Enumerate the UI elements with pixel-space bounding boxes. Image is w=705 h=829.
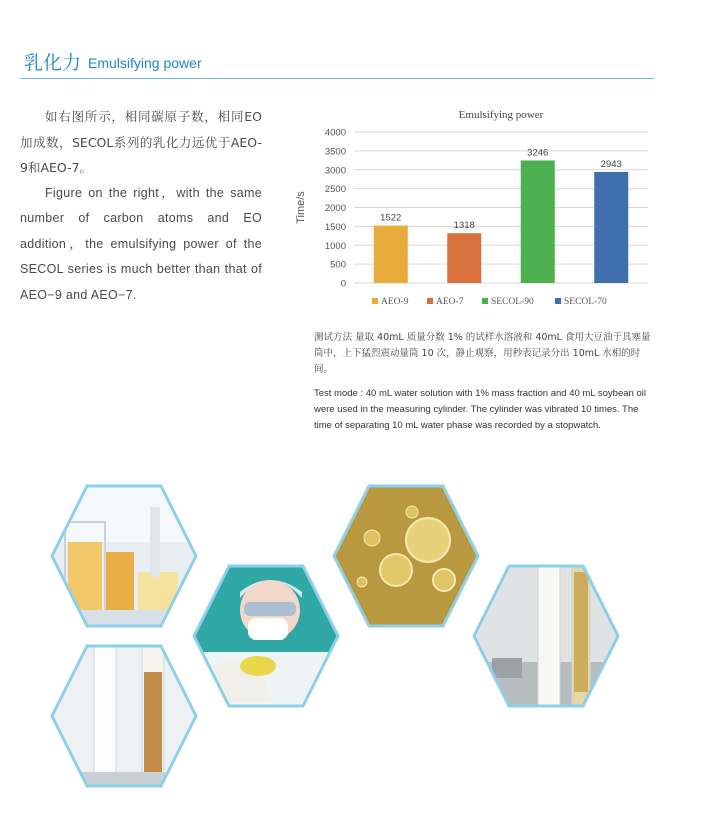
y-tick-label: 3000 — [324, 165, 346, 177]
y-tick-label: 2000 — [324, 203, 346, 214]
photo-collage — [0, 470, 705, 810]
legend-swatch — [482, 298, 488, 304]
chart-svg — [288, 104, 660, 314]
section-header — [20, 48, 654, 79]
y-tick-label: 1000 — [324, 240, 346, 252]
test-method-cn: 测试方法 量取 40mL 质量分数 1% 的试样水溶液和 40mL 食用大豆油于具塞量筒中，上下猛烈震动量筒 10 次，静止观察，用秒表记录分出 10mL 水相的时间。 — [314, 332, 651, 375]
test-method — [314, 330, 656, 442]
cylinders-photo — [50, 642, 198, 790]
y-tick-label: 1500 — [324, 221, 346, 233]
test-method-en: Test mode : 40 mL water solution with 1% mass fraction and 40 mL soybean oil were used in the measuring cylinder. The cylinder was vibrated 10 times. The time of separating 10 mL water phase was recorded by a stopwatch. — [314, 388, 646, 431]
legend-entry: AEO-9 — [381, 297, 409, 307]
legend-entry: AEO-7 — [436, 297, 464, 307]
legend-swatch — [427, 298, 433, 304]
y-tick-label: 4000 — [324, 127, 346, 139]
section-title-cn: 乳化力 — [24, 52, 82, 74]
y-tick-label: 0 — [340, 278, 346, 290]
data-label: 1318 — [453, 220, 475, 232]
bar-secol-70 — [594, 172, 628, 283]
intro-paragraph-cn: 如右图所示，相同碳原子数，相同EO加成数，SECOL系列的乳化力远优于AEO-9和AEO-7。 — [20, 109, 262, 175]
y-tick-label: 3500 — [324, 146, 346, 158]
legend-entry: SECOL-70 — [564, 297, 607, 307]
cylinder-test-photo — [472, 562, 620, 710]
bar-secol-90 — [521, 160, 555, 283]
legend-swatch — [372, 298, 378, 304]
data-label: 1522 — [380, 212, 402, 224]
oil-droplets-photo — [332, 482, 480, 630]
chart-title: Emulsifying power — [458, 109, 544, 121]
bar-aeo-7 — [447, 233, 481, 283]
y-tick-label: 500 — [330, 259, 346, 271]
scientist-photo — [192, 562, 340, 710]
intro-paragraph-en: Figure on the right，with the same number of carbon atoms and EO addition，the emulsifying power of the SECOL series is much better than that of AEO−9 and AEO−7. — [20, 185, 262, 302]
y-tick-label: 2500 — [324, 184, 346, 196]
y-axis-label: Time/s — [295, 191, 307, 224]
data-label: 2943 — [600, 158, 622, 170]
bar-aeo-9 — [374, 226, 408, 283]
glassware-photo — [50, 482, 198, 630]
data-label: 3246 — [527, 147, 549, 159]
emulsifying-power-chart — [288, 104, 660, 314]
legend-swatch — [555, 298, 561, 304]
legend-entry: SECOL-90 — [491, 297, 534, 307]
section-title-en: Emulsifying power — [88, 55, 202, 71]
intro-text — [20, 104, 262, 308]
